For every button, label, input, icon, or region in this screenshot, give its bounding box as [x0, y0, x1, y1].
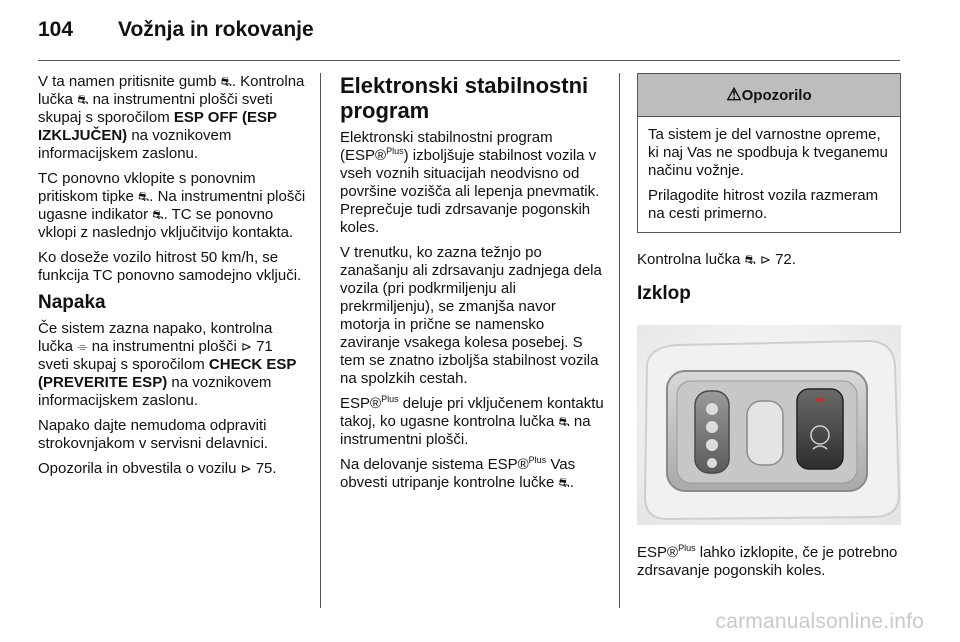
column-divider-2 — [619, 73, 620, 608]
page-ref-link[interactable]: 75 — [255, 460, 273, 477]
paragraph-tc-auto: Ko doseže vozilo hitrost 50 km/h, se funkcija TC ponovno samodejno vključi. — [38, 249, 302, 284]
heading-esp: Elektronski stabilnostni program — [340, 73, 589, 123]
paragraph-esp-intro: Elektronski stabilnostni program (ESP®$^{Plus}$) izboljšuje stabilnost vozila v vseh voznih situacijah neodvisno od površine vozišča ali lepenja pnevmatik. Preprečuje tudi zdrsavanje pogonskih koles. — [340, 129, 600, 236]
page-ref-icon: ⊳ — [759, 252, 771, 267]
watermark-text: carmanualsonline.info — [715, 610, 924, 633]
header-rule — [38, 60, 900, 61]
paragraph-indicator-ref: Kontrolna lučka ⛐ ⊳ 72. — [637, 251, 796, 268]
esp-switch-photo — [637, 325, 901, 525]
paragraph-esp-ignition: ESP®$^{Plus}$ deluje pri vključenem kontaktu takoj, ko ugasne kontrolna lučka ⛐ na instrumentni plošči. — [340, 394, 604, 448]
tc-icon: ⛐ — [744, 252, 756, 267]
warning-text-1: Ta sistem je del varnostne opreme, ki naj Vas ne spodbuja k tveganemu načinu vožnje. — [648, 126, 888, 179]
column-2 — [340, 73, 606, 499]
warning-text-2: Prilagodite hitrost vozila razmeram na cesti primerno. — [648, 187, 879, 222]
warning-body — [638, 117, 900, 232]
tc-icon: ⛐ — [77, 92, 89, 107]
column-3 — [637, 73, 901, 587]
tc-icon: ⛐ — [558, 414, 570, 429]
paragraph-esp-blink: Na delovanje sistema ESP®$^{Plus}$ Vas obvesti utripanje kontrolne lučke ⛐. — [340, 455, 576, 491]
warning-title: Opozorilo — [741, 87, 812, 104]
page-ref-link[interactable]: 71 — [256, 338, 273, 355]
page-ref-link[interactable]: 72 — [775, 251, 792, 268]
paragraph-tc-on: TC ponovno vklopite s ponovnim pritiskom tipke ⛐. Na instrumentni plošči ugasne indikator ⛐. TC se ponovno vklopi z naslednjo vključitvijo kontakta. — [38, 170, 306, 241]
tc-icon: ⛐ — [138, 189, 150, 204]
heading-napaka: Napaka — [38, 292, 106, 313]
page-number: 104 — [38, 18, 74, 41]
column-1 — [38, 73, 306, 485]
warning-header — [638, 74, 900, 117]
paragraph-repair: Napako dajte nemudoma odpraviti strokovnjakom v servisni delavnici. — [38, 417, 269, 452]
tc-icon: ⛐ — [152, 207, 164, 222]
warning-icon: ⚠ — [726, 85, 742, 104]
warning-box — [637, 73, 901, 233]
paragraph-esp-action: V trenutku, ko zazna težnjo po zanašanju ali zdrsavanju zadnjega dela vozila (pri podkrmiljenju ali prekrmiljenju), se zmanjša navor motorja in prične se namensko zaviranje vsakega kolesa posebej. S tem se znatno izboljša stabilnost vozila na spolzkih cestah. — [340, 244, 602, 387]
paragraph-fault: Če sistem zazna napako, kontrolna lučka ⌯ na instrumentni plošči ⊳ 71 sveti skupaj s sporočilom CHECK ESP (PREVERITE ESP) na voznikovem informacijskem zaslonu. — [38, 320, 297, 409]
tc-icon: ⛐ — [558, 475, 570, 490]
paragraph-warnings-ref: Opozorila in obvestila o vozilu ⊳ 75. — [38, 460, 277, 477]
heading-izklop: Izklop — [637, 283, 691, 304]
tc-fault-icon: ⌯ — [77, 339, 88, 354]
page-ref-icon: ⊳ — [240, 461, 252, 476]
page-ref-icon: ⊳ — [241, 339, 252, 354]
tc-icon: ⛐ — [220, 74, 232, 89]
column-divider-1 — [320, 73, 321, 608]
page-title: Vožnja in rokovanje — [118, 18, 314, 41]
paragraph-esp-off: ESP®$^{Plus}$ lahko izklopite, če je potrebno zdrsavanje pogonskih koles. — [637, 543, 898, 579]
paragraph-tc-off: V ta namen pritisnite gumb ⛐. Kontrolna lučka ⛐ na instrumentni plošči sveti skupaj s sporočilom ESP OFF (ESP IZKLJUČEN) na voznikovem informacijskem zaslonu. — [38, 73, 305, 162]
